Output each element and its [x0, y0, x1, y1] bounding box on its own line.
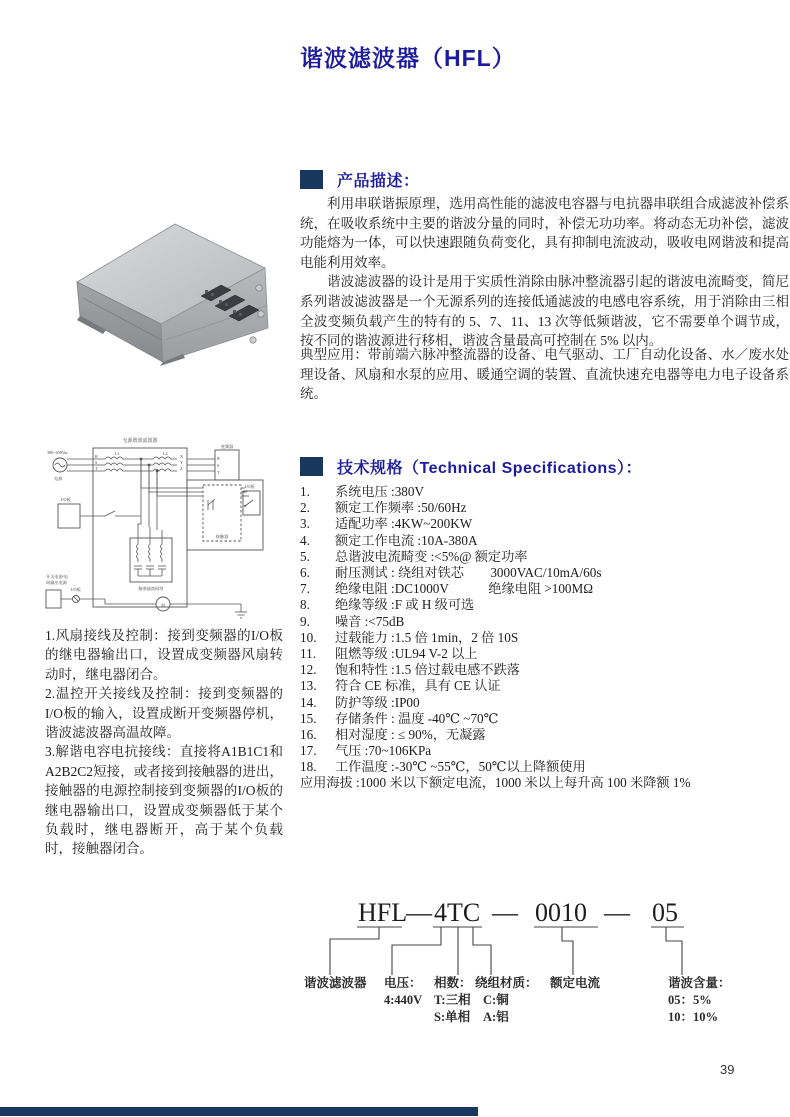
model-code-svg — [300, 883, 775, 1048]
phase-in-t: T — [95, 466, 98, 471]
io-board-label: I/O板 — [245, 484, 255, 489]
io-board-box — [58, 504, 80, 528]
spec-item: 噪音 :<75dB — [335, 613, 405, 629]
spec-item: 适配功率 :4KW~200KW — [335, 516, 473, 532]
model-segment-type: 4TC — [434, 898, 481, 927]
label-phase-single: S:单相 — [434, 1010, 471, 1024]
diagram-title: 无源谐波滤波器 — [122, 439, 158, 444]
product-description-text — [300, 194, 789, 351]
wiring-diagram-svg — [45, 428, 285, 626]
label-winding-aluminum: A:铝 — [483, 1010, 509, 1024]
io-board-label-psu: I/O板 — [71, 587, 81, 592]
section-title: 技术规格（Technical Specifications）： — [337, 460, 643, 477]
contactor-label: 接触器 — [215, 534, 229, 539]
label-harmonic-05: 05：5% — [668, 993, 712, 1007]
psu-label-line2: 网输出电源 — [46, 580, 67, 585]
spec-item: 额定工作频率 :50/60Hz — [335, 500, 467, 516]
power-label: 电源 — [54, 476, 63, 481]
spec-item: 饱和特性 :1.5 倍过载电感不跌落 — [335, 662, 520, 678]
harmonic-filter-photo-illustration — [63, 210, 291, 370]
inverter-phase-r: R — [217, 456, 220, 461]
spec-item: 气压 :70~106KPa — [335, 743, 432, 759]
spec-item: 存储条件 : 温度 -40℃ ~70℃ — [335, 710, 499, 726]
typical-applications-text: 典型应用：带前端六脉冲整流器的设备、电气驱动、工厂自动化设备、水／废水处理设备、风扇和水泵的应用、暖通空调的装置、直流快速充电器等电力电子设备系统。 — [300, 347, 789, 402]
dash-separator: — — [492, 898, 518, 927]
spec-item: 过载能力 :1.5 倍 1min，2 倍 10S — [335, 629, 519, 645]
inverter-phase-s: S — [217, 463, 220, 468]
inductor-l2-label: L2 — [163, 451, 168, 456]
label-phase-three: T:三相 — [434, 993, 471, 1007]
dash-separator: — — [604, 898, 630, 927]
spec-item: 耐压测试 : 绕组对铁芯 3000VAC/10mA/60s — [335, 565, 602, 581]
phase-out-x: X — [180, 454, 184, 459]
phase-in-s: S — [95, 460, 98, 465]
dash-separator: — — [406, 898, 432, 927]
lc-network-box — [130, 538, 172, 582]
spec-item: 系统电压 :380V — [335, 484, 425, 499]
section-technical-specs — [300, 455, 642, 478]
footer-bar — [0, 1107, 478, 1116]
label-series: 谐波滤波器 — [304, 976, 367, 990]
description-paragraph-2: 谐波滤波器的设计是用于实质性消除由脉冲整流器引起的谐波电流畸变，简尼系列谐波滤波器是一个无源系列的连接低通滤波的电感电容系统，用于消除由三相全波变频负载产生的特有的 5、7、11、13 次等低频谐波，它不需要单个调节成，按不同的谐波源进行移相，谐波含量最高可控制在 5% 以内。 — [300, 274, 789, 349]
label-harmonic-title: 谐波含量： — [668, 976, 731, 990]
section-product-description — [300, 168, 420, 191]
spec-item: 总谐波电流畸变 :<5%@ 额定功率 — [335, 548, 528, 564]
io-switch-box — [243, 491, 260, 515]
label-winding-title: 绕组材质： — [475, 976, 538, 990]
model-code-diagram — [300, 883, 775, 1048]
note-fan-wiring: 1.风扇接线及控制：接到变频器的I/O板的继电器输出口，设置成变频器风扇转动时，继电器闭合。 — [45, 628, 283, 682]
spec-item: 绝缘电阻 :DC1000V 绝缘电阻 >100MΩ — [335, 581, 594, 597]
spec-item: 绝缘等级 :F 或 H 级可选 — [335, 597, 475, 613]
inductor-l1-label: L1 — [115, 451, 120, 456]
io-board-label-left: I/O板 — [61, 497, 71, 502]
label-voltage-title: 电压： — [384, 976, 422, 990]
model-segment-current: 0010 — [535, 898, 587, 927]
section-square-icon — [300, 457, 323, 476]
label-voltage-value: 4:440V — [384, 993, 423, 1007]
source-voltage-label: 380~400Vac — [47, 450, 69, 455]
label-harmonic-10: 10：10% — [668, 1010, 719, 1024]
spec-item: 工作温度 :-30℃ ~55℃，50℃以上降额使用 — [335, 759, 586, 775]
page-number: 39 — [720, 1062, 735, 1077]
spec-item: 防护等级 :IP00 — [335, 694, 420, 710]
note-thermal-switch: 2.温控开关接线及控制：接到变频器的I/O板的输入，设置成断开变频器停机，谐波滤波器高温故障。 — [45, 686, 283, 741]
spec-list — [300, 484, 790, 776]
spec-item: 相对湿度 : ≤ 90%，无凝露 — [335, 727, 486, 743]
spec-item: 符合 CE 标准，具有 CE 认证 — [335, 678, 501, 694]
label-winding-copper: C:铜 — [483, 993, 509, 1007]
model-segment-series: HFL — [358, 898, 408, 927]
phase-out-y: Y — [180, 460, 184, 465]
inverter-phase-t: T — [217, 470, 220, 475]
motor-label: M — [161, 602, 165, 608]
inverter-label: 变频器 — [220, 444, 234, 449]
label-phase-title: 相数： — [434, 976, 472, 990]
altitude-note: 应用海拔 :1000 米以下额定电流，1000 米以上每升高 100 米降额 1% — [300, 775, 691, 790]
product-photo — [63, 210, 291, 370]
phase-in-r: R — [95, 454, 98, 459]
wiring-diagram — [45, 428, 285, 626]
contactor-box — [203, 485, 241, 541]
filter-network-label: 解谐滤波网络 — [138, 586, 164, 591]
phase-out-z: Z — [180, 466, 183, 471]
spec-item: 阻燃等级 :UL94 V-2 以上 — [335, 646, 478, 662]
section-title: 产品描述： — [337, 173, 420, 190]
filter-box — [93, 448, 187, 607]
note-detuning-capacitor: 3.解谐电容电抗接线：直接将A1B1C1和A2B2C2短接，或者接到接触器的进出，接触器的电源控制接到变频器的I/O板的继电器输出口，设置成变频器低于某个负载时，继电器断开，高于某个负载时，接触器闭合。 — [45, 744, 283, 857]
psu-box — [46, 590, 61, 608]
wiring-notes — [45, 626, 283, 859]
section-square-icon — [300, 170, 323, 189]
model-segment-content: 05 — [652, 898, 678, 927]
page-title: 谐波滤波器（HFL） — [300, 45, 516, 71]
description-paragraph-1: 利用串联谐振原理，选用高性能的滤波电容器与电抗器串联组合成滤波补偿系统，在吸收系统中主要的谐波分量的同时，补偿无功功率。将动态无功补偿，滤波功能熔为一体，可以快速跟随负荷变化，具有抑制电流波动，吸收电网谐波和提高电能利用效率。 — [300, 196, 789, 270]
label-rated-current: 额定电流 — [550, 976, 601, 990]
psu-label-line1: 开关电源/电 — [46, 574, 69, 579]
spec-item: 额定工作电流 :10A-380A — [335, 532, 478, 548]
